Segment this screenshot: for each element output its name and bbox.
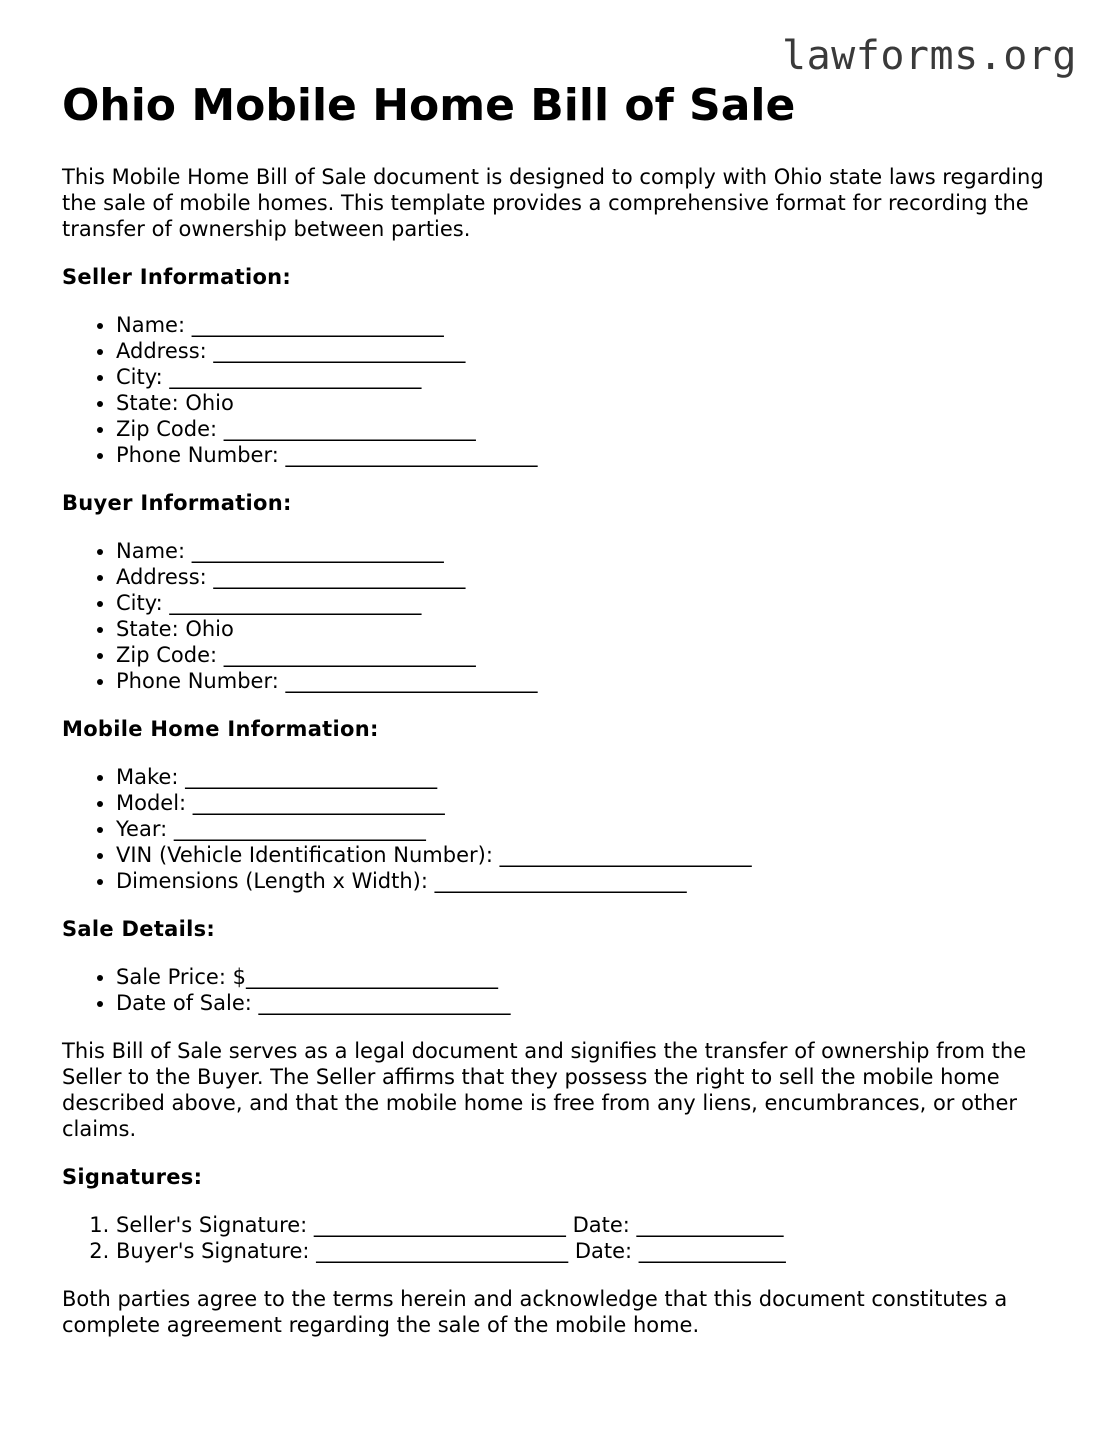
seller-zip-field[interactable]: • Zip Code: ________________________ bbox=[116, 416, 1052, 442]
seller-list bbox=[62, 312, 1052, 468]
watermark: lawforms.org bbox=[782, 33, 1077, 79]
document-page bbox=[62, 80, 1052, 1338]
signatures-list bbox=[62, 1212, 1052, 1264]
signatures-heading: Signatures: bbox=[62, 1165, 203, 1189]
sale-date-field[interactable]: • Date of Sale: ________________________ bbox=[116, 990, 1052, 1016]
home-list bbox=[62, 764, 1052, 894]
seller-phone-field[interactable]: • Phone Number: ________________________ bbox=[116, 442, 1052, 468]
sale-heading: Sale Details: bbox=[62, 917, 216, 941]
buyer-address-field[interactable]: • Address: ________________________ bbox=[116, 564, 1052, 590]
buyer-city-field[interactable]: • City: ________________________ bbox=[116, 590, 1052, 616]
closing-paragraph: Both parties agree to the terms herein and acknowledge that this document constitutes a complete agreement regarding the sale of the mobile home. bbox=[62, 1287, 1008, 1337]
sale-list bbox=[62, 964, 1052, 1016]
home-dimensions-field[interactable]: • Dimensions (Length x Width): ________________________ bbox=[116, 868, 1052, 894]
legal-paragraph: This Bill of Sale serves as a legal document and signifies the transfer of ownership from the Seller to the Buyer. The Seller affirms that they possess the right to sell the mobile home described above, and that the mobile home is free from any liens, encumbrances, or other claims. bbox=[62, 1039, 1027, 1141]
seller-heading: Seller Information: bbox=[62, 265, 292, 289]
buyer-phone-field[interactable]: • Phone Number: ________________________ bbox=[116, 668, 1052, 694]
buyer-heading: Buyer Information: bbox=[62, 491, 292, 515]
sale-price-field[interactable]: • Sale Price: $________________________ bbox=[116, 964, 1052, 990]
buyer-state-field: • State: Ohio bbox=[116, 616, 1052, 642]
seller-city-field[interactable]: • City: ________________________ bbox=[116, 364, 1052, 390]
buyer-zip-field[interactable]: • Zip Code: ________________________ bbox=[116, 642, 1052, 668]
home-vin-field[interactable]: • VIN (Vehicle Identification Number): ________________________ bbox=[116, 842, 1052, 868]
home-heading: Mobile Home Information: bbox=[62, 717, 379, 741]
seller-state-field: • State: Ohio bbox=[116, 390, 1052, 416]
buyer-list bbox=[62, 538, 1052, 694]
seller-name-field[interactable]: • Name: ________________________ bbox=[116, 312, 1052, 338]
home-make-field[interactable]: • Make: ________________________ bbox=[116, 764, 1052, 790]
home-year-field[interactable]: • Year: ________________________ bbox=[116, 816, 1052, 842]
document-title: Ohio Mobile Home Bill of Sale bbox=[62, 80, 796, 131]
seller-signature-line[interactable]: 1. Seller's Signature: ________________________ Date: ______________ bbox=[116, 1212, 1052, 1238]
intro-paragraph: This Mobile Home Bill of Sale document is designed to comply with Ohio state laws regarding the sale of mobile homes. This template provides a comprehensive format for recording the transfer of ownership between parties. bbox=[62, 165, 1044, 241]
buyer-signature-line[interactable]: 2. Buyer's Signature: ________________________ Date: ______________ bbox=[116, 1238, 1052, 1264]
seller-address-field[interactable]: • Address: ________________________ bbox=[116, 338, 1052, 364]
buyer-name-field[interactable]: • Name: ________________________ bbox=[116, 538, 1052, 564]
home-model-field[interactable]: • Model: ________________________ bbox=[116, 790, 1052, 816]
